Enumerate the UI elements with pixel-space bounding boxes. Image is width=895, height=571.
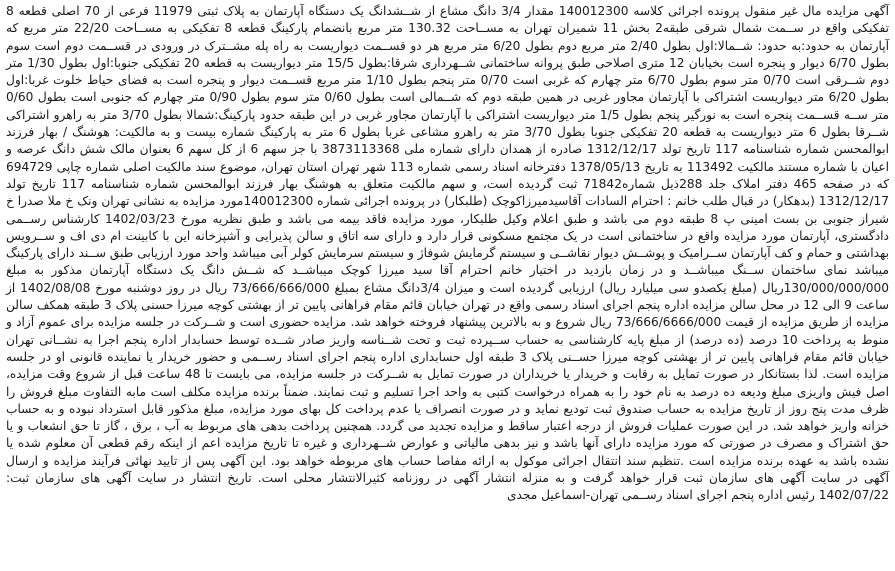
notice-body: آگهی مزایده مال غیر منقول پرونده اجرائی کلاسه 140012300 مقدار 3/4 دانگ مشاع از شــشدانگ یک دستگاه آپارتمان به پلاک ثبتی 11979 فرعی از 70 اصلی قطعه 8 تفکیکی واقع در ســمت شمال شرقی طبقه2 بخش 11 شمیران تهران به مســاحت 130.32 متر مربع بانضمام پارکینگ قطعه 8 تفکیکی به مســاحت 22/20 متر مربع که آپارتمان به حدود:به حدود: شــمالا:اول بطول 2/40 متر مربع دوم بطول 6/20 متر مربع هر دو قســمت دیواریست به راه پله مشــترک در ورودی در قســمت دوم است سوم بطول 6/70 دیوار و پنجره است بخیابان 12 متری اصلاحی طبق پروانه ساختمانی شــهرداری شرقا:بطول 15/5 متر دیواریست به قطعه 20 تفکیکی جنوبا:اول بطول 1/30 متر دوم شــرقی است 0/70 متر سوم بطول 6/70 متر چهارم که غربی است 0/70 متر پنجم بطول 1/10 متر مربع قســمت دیوار و پنجره است به فضای حیاط خلوت غربا:اول بطول 6/20 متر دیواریست اشتراکی با آپارتمان مجاور غربی در همین طبقه دوم که شــمالی است بطول 0/60 متر سوم بطول 0/90 متر چهارم که جنوبی است بطول 0/60 متر ســه قســمت پنجره است به نورگیر پنجم بطول 1/5 متر دیواریست اشتراکی با آپارتمان مجاور غربی در این طبقه حدود پارکینگ:شمالا بطول 3/70 متر به راهرو اشتراکی شــرقا بطول 6 متر دیواریست به قطعه 20 تفکیکی جنوبا بطول 3/70 متر به راهرو مشاعی غربا بطول 6 متر به پارکینگ شماره بیست و به مالکیت: هوشنگ / بهار فرزند ابوالمحسن شماره شناسنامه 117 تاریخ تولد 1312/12/17 صادره از همدان دارای شماره ملی 3873113368 با جز سهم 6 از کل سهم 6 بعنوان مالک شش دانگ عرصه و اعیان با شماره مستند مالکیت 113492 به تاریخ 1378/05/13 دفترخانه اسناد رسمی شماره 113 شهر تهران استان تهران، موضوع سند مالکیت اصلی شماره چاپی 694729 که در صفحه 465 دفتر املاک جلد 288ذیل شماره71842 ثبت گردیده است، و سهم مالکیت متعلق به هوشنگ بهار فرزند ابوالمحسن شماره شناسنامه 117 تاریخ تولد 1312/12/17 (بدهکار) در قبال طلب خانم : احترام السادات آقاسیدمیرزاکوچک (طلبکار) در پرونده اجرائی شماره 140012300مورد مزایده به نشانی تهران ونک خ ملا صدرا خ شیراز جنوبی بن بست امینی پ 8 طبقه دوم می باشد و طبق اعلام وکیل طلبکار، مورد مزایده فاقد بیمه می باشد و طبق نظریه مورخ 1402/03/23 کارشناس رســمی دادگستری، آپارتمان مورد مزایده واقع در ساختمانی است در یک مجتمع مسکونی قرار دارد و دارای سه اتاق و سالن پذیرایی و آشپزخانه این با کابینت ام دی اف و ســرویس بهداشتی و حمام و کف آپارتمان ســرامیک و پوشــش دیوار نقاشــی و سیستم گرمایش شوفاژ و سیستم سرمایش کولر آبی میباشد واحد مورد ارزیابی طبق ســند دارای پارکینگ میباشد نمای ساختمان ســنگ میباشــد و در زمان بازدید در اختیار خانم احترام آقا سید میرزا کوچک میباشــد که شــش دانگ یک دستگاه آپارتمان مذکور به مبلغ 130/000/000/000ریال (مبلغ یکصدو سی میلیارد ریال) ارزیابی گردیده است و میزان 3/4دانگ مشاع بمبلغ 73/666/666/000 ریال در روز دوشنبه مورخ 1402/08/08 از ساعت 9 الی 12 در محل سالن مزایده اداره پنجم اجرای اسناد رسمی واقع در تهران خیابان قائم مقام فراهانی پایین تر از بهشتی کوچه میرزا حسنی پلاک 3 طبقه همکف سالن مزایده از طریق مزایده از قیمت 73/666/6666/000 ریال شروع و به بالاترین پیشنهاد فروخته خواهد شد. مزایده حضوری است و شــرکت در جلسه مزایده برای عموم آزاد و منوط به پرداخت 10 درصد (ده درصد) از مبلغ پایه کارشناسی به حساب ســپرده ثبت و تحت شــناسه واریز صادر شــده توسط حسابدار اداره پنجم اجرا به نشــانی تهران خیابان قائم مقام فراهانی پایین تر از بهشتی کوچه میرزا حســنی پلاک 3 طبقه اول حسابداری اداره پنجم اجرای اسناد رســمی و حضور خریدار یا نماینده قانونی او در جلسه مزایده است. لذا بستانکار در صورت تمایل به رقابت و خریدار یا خریداران در صورت تمایل به شــرکت در جلسه مزایده، می بایست تا 48 ساعت قبل از شروع وقت مزایده، اصل فیش واریزی مبلغ ودیعه ده درصد به نام خود را به همراه درخواست کتبی به واحد اجرا تسلیم و ثبت نمایند. ضمناً برنده مزایده مکلف است مابه التفاوت مبلغ فروش را ظرف مدت پنج روز از تاریخ مزایده به حساب صندوق ثبت تودیع نماید و در صورت انصراف یا عدم پرداخت کل بهای مورد مزایده، مبلغ مذکور قابل استرداد نبوده و به حساب خزانه واریز خواهد شد. در این صورت عملیات فروش از درجه اعتبار ساقط و مزایده تجدید می گردد. همچنین پرداخت بدهی های مربوط به آب ، برق ، گاز تا حق انشعاب و یا حق اشتراک و مصرف در صورتی که مورد مزایده دارای آنها باشد و نیز بدهی مالیاتی و عوارض شــهرداری و غیره تا تاریخ مزایده اعم از اینکه رقم قطعی آن معلوم شده یا نشده باشد به عهده برنده مزایده است .تنظیم سند انتقال اجرائی موکول به ارائه مفاصا حساب های مربوطه خواهد بود. این آگهی پس از تایید نهائی فرآیند مزایده و ارسال آگهی در سایت آگهی های سازمان ثبت قرار خواهد گرفت و به منزله انتشار آگهی در روزنامه کثیرالانتشار محلی است. تاریخ انتشار در سایت آگهی های سازمان ثبت: 1402/07/22 رئیس اداره پنجم اجرای اسناد رســمی تهران-اسماعیل مجدی bbox=[6, 4, 890, 503]
